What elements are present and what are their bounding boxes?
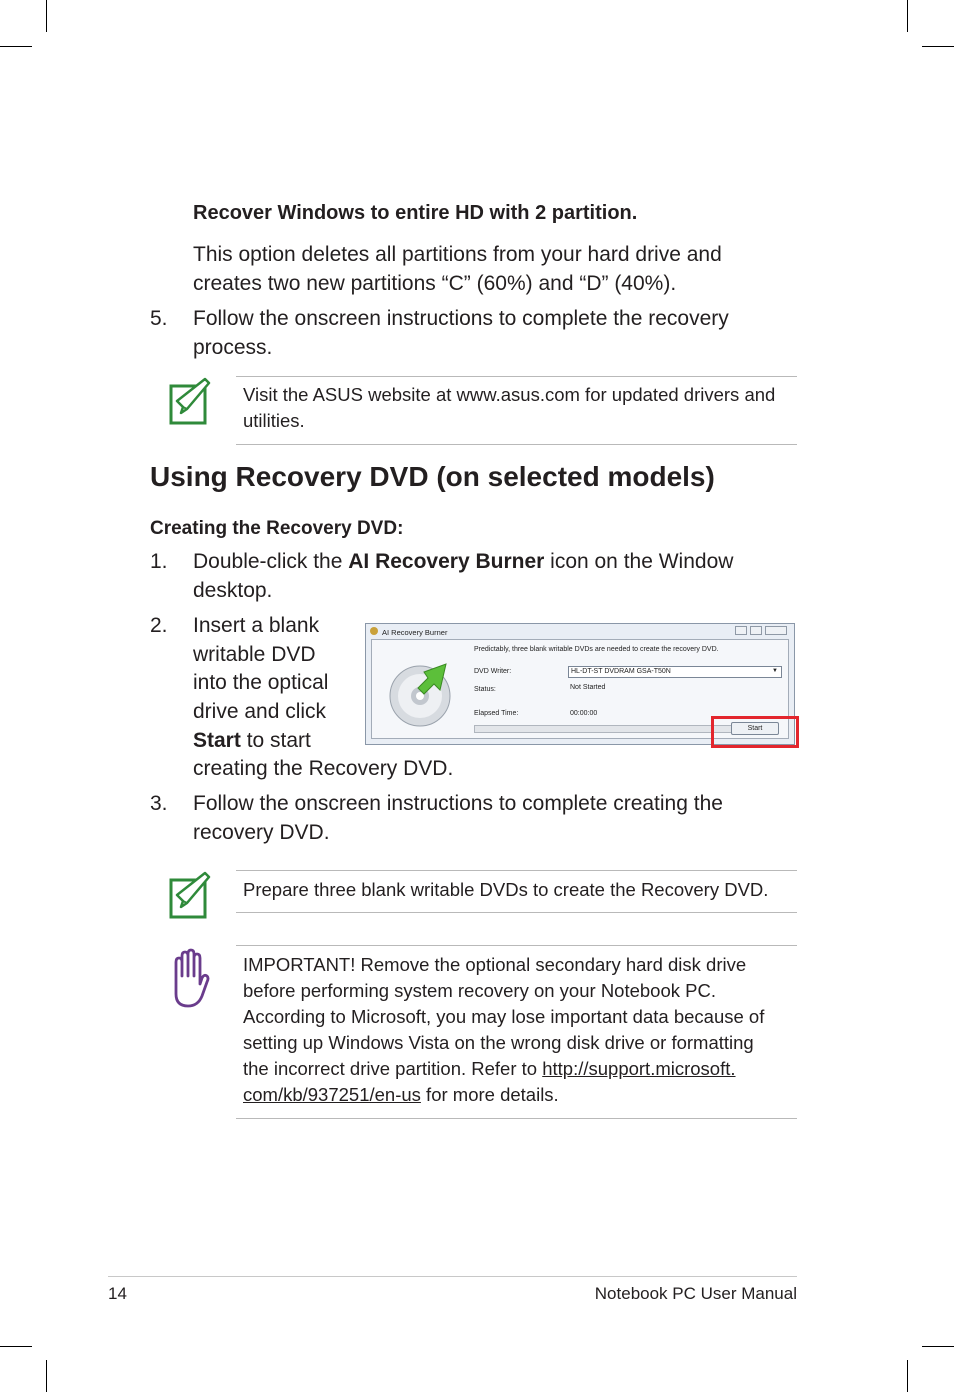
note1-top-rule [236, 376, 797, 377]
footer-title: Notebook PC User Manual [594, 1284, 797, 1303]
step5-line2: process. [193, 336, 273, 359]
step2-line4: drive and click [193, 700, 327, 723]
hand-stop-icon [166, 948, 214, 1010]
dvd-disc-icon [384, 654, 458, 728]
note2-text: Prepare three blank writable DVDs to create the Recovery DVD. [243, 879, 769, 900]
crop-mark [0, 46, 32, 47]
progress-bar [474, 725, 732, 733]
crop-mark [46, 1360, 47, 1392]
important-top-rule [236, 945, 797, 946]
option-heading: Recover Windows to entire HD with 2 partition. [193, 202, 638, 224]
dvd-writer-select[interactable] [568, 666, 782, 678]
start-button-highlight [711, 716, 799, 748]
subheading: Creating the Recovery DVD: [150, 518, 404, 539]
step5-number: 5. [150, 307, 168, 330]
dvd-writer-value: HL-DT-ST DVDRAM GSA-T50N [571, 668, 671, 675]
step1-line2: desktop. [193, 579, 273, 602]
section-title: Using Recovery DVD (on selected models) [150, 461, 715, 492]
maximize-icon[interactable] [750, 626, 762, 635]
important-line6-text: for more details. [420, 1084, 559, 1105]
step1-pre: Double-click the [193, 550, 349, 573]
important-line4: setting up Windows Vista on the wrong disk drive or formatting [243, 1032, 754, 1053]
footer-rule [108, 1276, 797, 1277]
crop-mark [0, 1346, 32, 1347]
status-label: Status: [474, 686, 496, 693]
important-line2: before performing system recovery on your Notebook PC. [243, 980, 716, 1001]
step1-post: icon on the Window [544, 550, 734, 573]
step2-line2: writable DVD [193, 643, 316, 666]
note2-bottom-rule [236, 912, 797, 913]
important-bottom-rule [236, 1118, 797, 1119]
note-pencil-icon [167, 377, 213, 427]
important-line5-text: the incorrect drive partition. Refer to [243, 1058, 543, 1079]
elapsed-time-value: 00:00:00 [570, 710, 598, 717]
note-pencil-icon [167, 871, 213, 921]
note1-line2: utilities. [243, 410, 305, 431]
dvd-writer-label: DVD Writer: [474, 668, 512, 675]
step2-start-word: Start [193, 729, 241, 752]
step2-line3: into the optical [193, 671, 329, 694]
dialog-message: Predictably, three blank writable DVDs are needed to create the recovery DVD. [474, 646, 719, 653]
step1-app-name: AI Recovery Burner [348, 550, 545, 573]
step5-line1: Follow the onscreen instructions to complete the recovery [193, 307, 729, 330]
start-button[interactable]: Start [731, 722, 779, 735]
elapsed-time-label: Elapsed Time: [474, 710, 519, 717]
option-desc-line1: This option deletes all partitions from your hard drive and [193, 243, 722, 266]
status-value: Not Started [570, 684, 606, 691]
step3-line2: recovery DVD. [193, 821, 330, 844]
minimize-icon[interactable] [735, 626, 747, 635]
important-line1: IMPORTANT! Remove the optional secondary hard disk drive [243, 954, 747, 975]
step3-number: 3. [150, 792, 168, 815]
step3-line1: Follow the onscreen instructions to complete creating the [193, 792, 723, 815]
crop-mark [922, 46, 954, 47]
note1-line1: Visit the ASUS website at www.asus.com for updated drivers and [243, 384, 776, 405]
page-number: 14 [108, 1284, 127, 1303]
step2-line5-post: to start [240, 729, 311, 752]
note2-top-rule [236, 870, 797, 871]
important-line3: According to Microsoft, you may lose important data because of [243, 1006, 765, 1027]
crop-mark [922, 1346, 954, 1347]
chevron-down-icon: ▼ [772, 668, 778, 674]
step2-line5 [193, 726, 311, 755]
step2-line1: Insert a blank [193, 614, 320, 637]
step1-line1 [193, 547, 733, 576]
microsoft-support-link-cont[interactable]: com/kb/937251/en-us [243, 1084, 421, 1105]
note1-bottom-rule [236, 444, 797, 445]
step1-number: 1. [150, 550, 168, 573]
step2-number: 2. [150, 614, 168, 637]
microsoft-support-link[interactable]: http://support.microsoft. [542, 1058, 736, 1079]
app-icon [370, 627, 378, 635]
step2-line6: creating the Recovery DVD. [193, 757, 454, 780]
window-title: AI Recovery Burner [382, 628, 448, 637]
crop-mark [46, 0, 47, 32]
important-line5 [243, 1056, 736, 1082]
option-desc-line2: creates two new partitions “C” (60%) and “D” (40%). [193, 272, 677, 295]
important-line6 [243, 1082, 559, 1108]
crop-mark [907, 1360, 908, 1392]
close-icon[interactable] [765, 626, 787, 635]
crop-mark [907, 0, 908, 32]
